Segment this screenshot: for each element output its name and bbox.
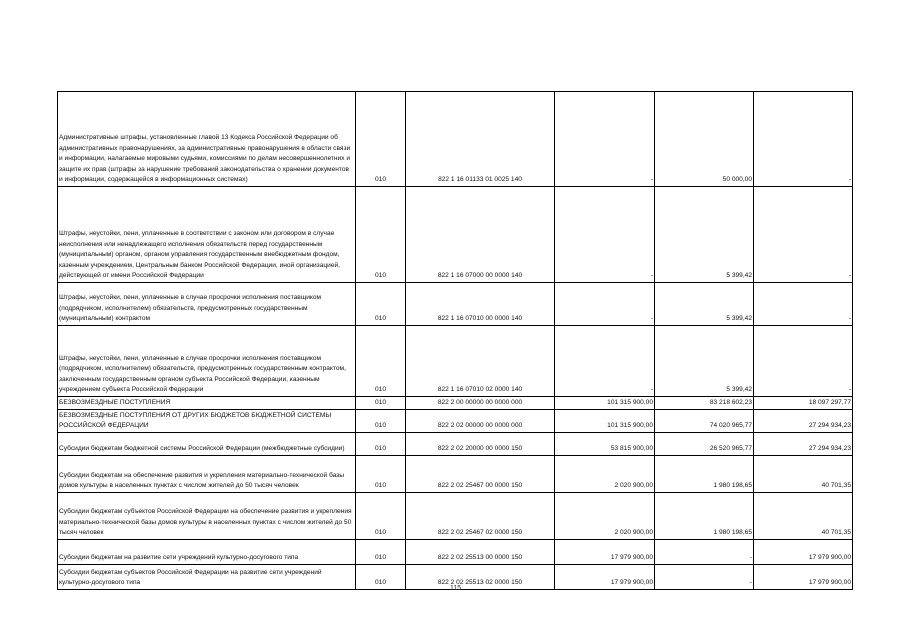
row-kbk-code: 822 1 16 07010 02 0000 140 — [406, 326, 555, 397]
table-row — [58, 493, 853, 540]
row-approved: - — [555, 283, 655, 326]
row-code: 010 — [356, 493, 406, 540]
row-approved: - — [555, 326, 655, 397]
row-kbk-code: 822 2 02 25513 00 0000 150 — [406, 540, 555, 565]
row-kbk-code: 822 2 02 25467 02 0000 150 — [406, 493, 555, 540]
row-remaining: - — [754, 326, 853, 397]
row-executed: - — [655, 565, 754, 590]
row-code: 010 — [356, 456, 406, 493]
row-remaining: 27 294 934,23 — [754, 410, 853, 433]
row-code: 010 — [356, 92, 406, 187]
table-row — [58, 283, 853, 326]
budget-report-sheet — [57, 91, 852, 594]
row-approved: 2 020 900,00 — [555, 493, 655, 540]
page-number: 115 — [450, 585, 462, 592]
row-code: 010 — [356, 187, 406, 283]
table-row — [58, 540, 853, 565]
row-approved: 2 020 900,00 — [555, 456, 655, 493]
row-remaining: 17 979 900,00 — [754, 540, 853, 565]
row-code: 010 — [356, 410, 406, 433]
row-kbk-code: 822 2 02 20000 00 0000 150 — [406, 433, 555, 456]
row-code: 010 — [356, 433, 406, 456]
row-name: Субсидии бюджетам субъектов Российской Федерации на обеспечение развития и укрепления материально-технической базы домов культуры в населенных пунктах с числом жителей до 50 тысяч человек — [58, 493, 356, 540]
row-executed: 74 020 965,77 — [655, 410, 754, 433]
row-approved: 17 979 900,00 — [555, 540, 655, 565]
row-remaining: 40 701,35 — [754, 456, 853, 493]
row-name: Административные штрафы, установленные главой 13 Кодекса Российской Федерации об административных правонарушениях, за административные правонарушения в области связи и информации, налагаемые мировыми судьями, комиссиями по делам несовершеннолетних и защите их прав (штрафы за нарушение требований законодательства о хранении документов и информации, содержащейся в информационных системах) — [58, 92, 356, 187]
row-approved: - — [555, 187, 655, 283]
row-code: 010 — [356, 540, 406, 565]
row-code: 010 — [356, 397, 406, 410]
row-executed: 1 980 198,65 — [655, 456, 754, 493]
row-approved: 101 315 900,00 — [555, 410, 655, 433]
row-name: Субсидии бюджетам бюджетной системы Российской Федерации (межбюджетные субсидии) — [58, 433, 356, 456]
row-name: БЕЗВОЗМЕЗДНЫЕ ПОСТУПЛЕНИЯ ОТ ДРУГИХ БЮДЖЕТОВ БЮДЖЕТНОЙ СИСТЕМЫ РОССИЙСКОЙ ФЕДЕРАЦИИ — [58, 410, 356, 433]
row-name: Штрафы, неустойки, пени, уплаченные в случае просрочки исполнения поставщиком (подрядчиком, исполнителем) обязательств, предусмотренных государственным контрактом, заключенным государственным органом субъекта Российской Федерации, казенным учреждением субъекта Российской Федерации — [58, 326, 356, 397]
row-approved: - — [555, 92, 655, 187]
revenue-table — [57, 91, 853, 590]
row-name: Субсидии бюджетам на обеспечение развития и укрепления материально-технической базы домов культуры в населенных пунктах с числом жителей до 50 тысяч человек — [58, 456, 356, 493]
row-name: Субсидии бюджетам субъектов Российской Федерации на развитие сети учреждений культурно-досугового типа — [58, 565, 356, 590]
row-kbk-code: 822 2 00 00000 00 0000 000 — [406, 397, 555, 410]
table-row — [58, 456, 853, 493]
table-row — [58, 92, 853, 187]
row-remaining: 17 979 900,00 — [754, 565, 853, 590]
row-code: 010 — [356, 283, 406, 326]
table-row — [58, 187, 853, 283]
row-approved: 17 979 900,00 — [555, 565, 655, 590]
row-code: 010 — [356, 565, 406, 590]
row-executed: 5 399,42 — [655, 187, 754, 283]
row-kbk-code: 822 2 02 25513 02 0000 150 — [406, 565, 555, 590]
row-kbk-code: 822 1 16 07000 00 0000 140 — [406, 187, 555, 283]
row-remaining: 27 294 934,23 — [754, 433, 853, 456]
row-executed: 5 399,42 — [655, 326, 754, 397]
row-name: Штрафы, неустойки, пени, уплаченные в соответствии с законом или договором в случае неисполнения или ненадлежащего исполнения обязательств перед государственным (муниципальным) органом, органом управления государственным внебюджетным фондом, казенным учреждением, Центральным банком Российской Федерации, иной организацией, действующей от имени Российской Федерации — [58, 187, 356, 283]
row-remaining: - — [754, 187, 853, 283]
row-remaining: - — [754, 283, 853, 326]
row-executed: 50 000,00 — [655, 92, 754, 187]
row-remaining: - — [754, 92, 853, 187]
row-executed: 5 399,42 — [655, 283, 754, 326]
row-executed: 1 980 198,65 — [655, 493, 754, 540]
row-kbk-code: 822 1 16 01133 01 0025 140 — [406, 92, 555, 187]
row-kbk-code: 822 1 16 07010 00 0000 140 — [406, 283, 555, 326]
row-remaining: 40 701,35 — [754, 493, 853, 540]
row-name: Субсидии бюджетам на развитие сети учреждений культурно-досугового типа — [58, 540, 356, 565]
row-executed: - — [655, 540, 754, 565]
row-executed: 83 218 602,23 — [655, 397, 754, 410]
row-remaining: 18 097 297,77 — [754, 397, 853, 410]
row-code: 010 — [356, 326, 406, 397]
row-kbk-code: 822 2 02 25467 00 0000 150 — [406, 456, 555, 493]
row-approved: 53 815 900,00 — [555, 433, 655, 456]
table-row — [58, 410, 853, 433]
row-name: Штрафы, неустойки, пени, уплаченные в случае просрочки исполнения поставщиком (подрядчиком, исполнителем) обязательств, предусмотренных государственным (муниципальным) контрактом — [58, 283, 356, 326]
table-row — [58, 433, 853, 456]
row-executed: 26 520 965,77 — [655, 433, 754, 456]
row-name: БЕЗВОЗМЕЗДНЫЕ ПОСТУПЛЕНИЯ — [58, 397, 356, 410]
row-kbk-code: 822 2 02 00000 00 0000 000 — [406, 410, 555, 433]
table-row — [58, 326, 853, 397]
table-row — [58, 397, 853, 410]
row-approved: 101 315 900,00 — [555, 397, 655, 410]
